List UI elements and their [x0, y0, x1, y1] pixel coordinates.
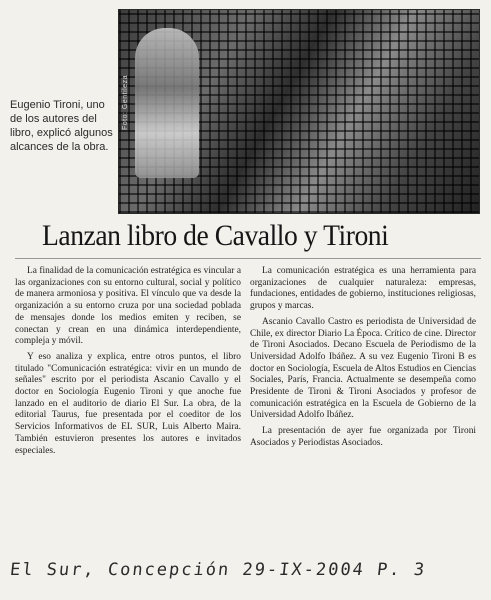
article-column-left — [15, 266, 241, 461]
paragraph: La presentación de ayer fue organizada por Tironi Asociados y Periodistas Asociados. — [250, 426, 476, 448]
paragraph: La comunicación estratégica es una herramienta para organizaciones de cualquier naturaleza: empresas, fundaciones, entidades de gobierno, instituciones religiosas, grupos y marcas. — [250, 266, 476, 312]
article-photo — [118, 9, 480, 214]
paragraph: Ascanio Cavallo Castro es periodista de Universidad de Chile, ex director Diario La Época. Crítico de cine. Director de Tironi Asociados. Decano Escuela de Periodismo de la Universidad Adolfo Ibáñez. A su vez Eugenio Tironi B es doctor en Sociología, Escuela de Altos Estudios en Ciencias Sociales, París, Francia. Actualmente se desempeña como Presidente de Tironi & Tironi Asociados y profesor de comunicación estratégica en la Escuela de Gobierno de la Universidad Adolfo Ibáñez. — [250, 316, 476, 421]
photo-credit: Foto: Gentileza — [122, 75, 129, 130]
handwritten-source-note: El Sur, Concepción 29-IX-2004 P. 3 — [8, 560, 428, 580]
paragraph: Y eso analiza y explica, entre otros puntos, el libro titulado "Comunicación estratégica: vivir en un mundo de señales" escrito por el periodista Ascanio Cavallo y el doctor en Sociología Eugenio Tironi y que anoche fue lanzado en el auditorio de diario El Sur. La obra, de la editorial Taurus, fue presentada por el coeditor de los Servicios Informativos de EL SUR, Luis Alberto Maira. También estuvieron presentes los autores e invitados especiales. — [15, 351, 241, 456]
paragraph: La finalidad de la comunicación estratégica es vincular a las organizaciones con su entorno cultural, social y político de manera armoniosa y positiva. El vínculo que va desde la organización a su entorno cruza por una sociedad poblada de mensajes donde los medios emiten y reciben, se conectan y crean en una dinámica interdependiente, compleja y móvil. — [15, 266, 241, 347]
headline: Lanzan libro de Cavallo y Tironi — [42, 219, 389, 252]
article-column-right — [250, 266, 476, 454]
divider — [15, 258, 481, 259]
photo-caption: Eugenio Tironi, uno de los autores del libro, explicó algunos alcances de la obra. — [10, 99, 113, 153]
photo-subject — [135, 28, 199, 178]
